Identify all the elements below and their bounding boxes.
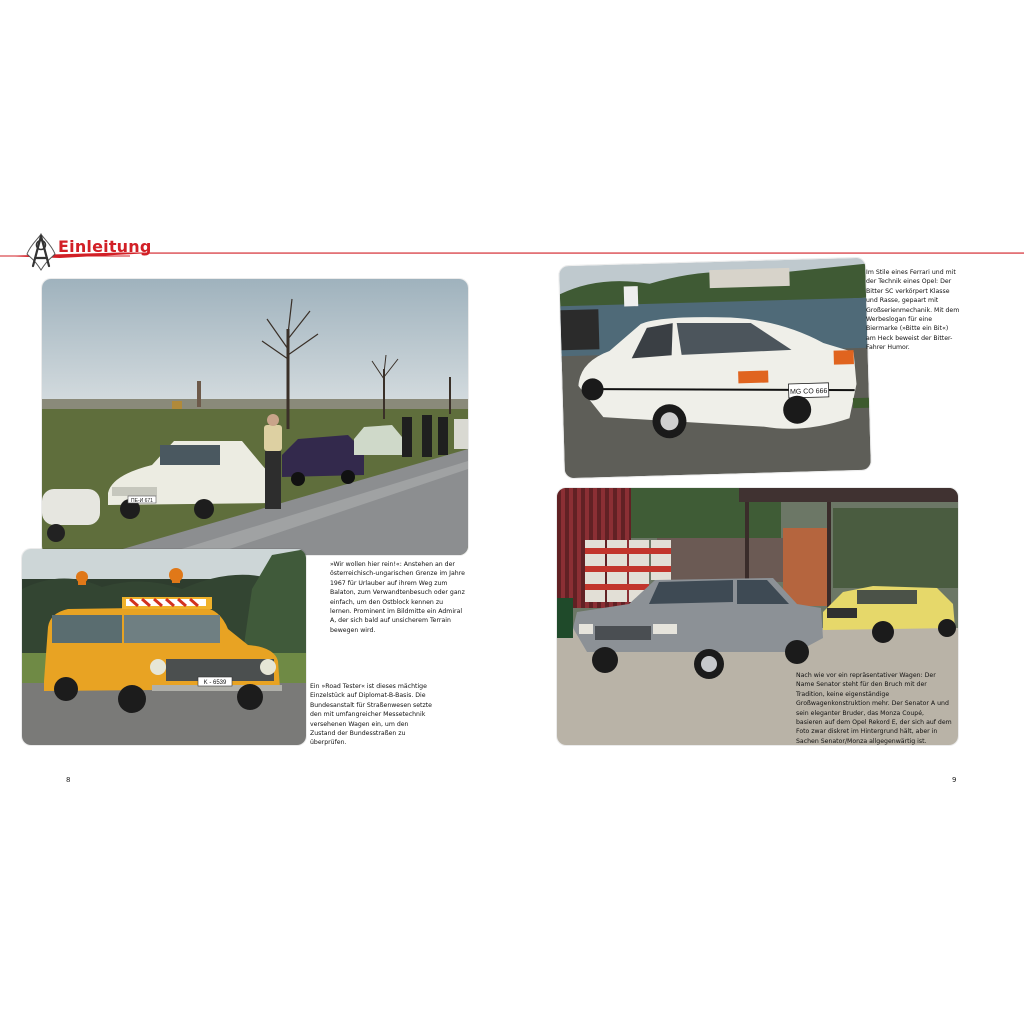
plate-bitter-sc: MG CO 666 xyxy=(789,387,828,396)
page-number-left: 8 xyxy=(66,776,71,784)
page-number-right: 9 xyxy=(952,776,957,784)
chapter-title: Einleitung xyxy=(58,237,152,256)
photo-border-crossing xyxy=(42,279,468,555)
chapter-header-rule xyxy=(0,252,1024,260)
caption-bitter-sc: Im Stile eines Ferrari und mit der Technik eines Opel: Der Bitter SC verkörpert Klasse und Rasse, gepaart mit Großserienmechanik. Mit dem Werbeslogan für eine Biermarke (»Bitte ein Bit«) am Heck beweist der Bitter-Fahrer Humor. xyxy=(866,269,960,352)
plate-road-tester: K - 6539 xyxy=(203,680,227,686)
photo-bitter-sc xyxy=(559,258,871,478)
photo-road-tester xyxy=(22,549,306,745)
brand-emblem-icon xyxy=(22,232,60,272)
caption-senator: Nach wie vor ein repräsentativer Wagen: Der Name Senator steht für den Bruch mit der Tradition, keine eigenständige Großwagenkonstruktion mehr. Der Senator A und sein eleganter Bruder, das Monza Coupé, basieren auf dem Opel Rekord E, der sich auf dem Foto zwar diskret im Hintergrund hält, aber in Sachen Senator/Monza allgegenwärtig ist. xyxy=(796,672,952,745)
plate-border-car: ПЕ-И 671 xyxy=(131,498,153,504)
caption-border-crossing: »Wir wollen hier rein!«: Anstehen an der österreichisch-ungarischen Grenze im Jahre 1967 für Urlauber auf ihrem Weg zum Balaton, zum Verwandtenbesuch oder ganz einfach, um den Ostblock kennen zu lernen. Prominent im Bildmitte ein Admiral A, der sich bald auf unsicherem Terrain bewegen wird. xyxy=(330,561,465,634)
caption-road-tester: Ein »Road Tester« ist dieses mächtige Einzelstück auf Diplomat-B-Basis. Die Bundesanstalt für Straßenwesen setzte den mit umfangreicher Messetechnik versehenen Wagen ein, um den Zustand der Bundesstraßen zu überprüfen. xyxy=(310,683,432,747)
